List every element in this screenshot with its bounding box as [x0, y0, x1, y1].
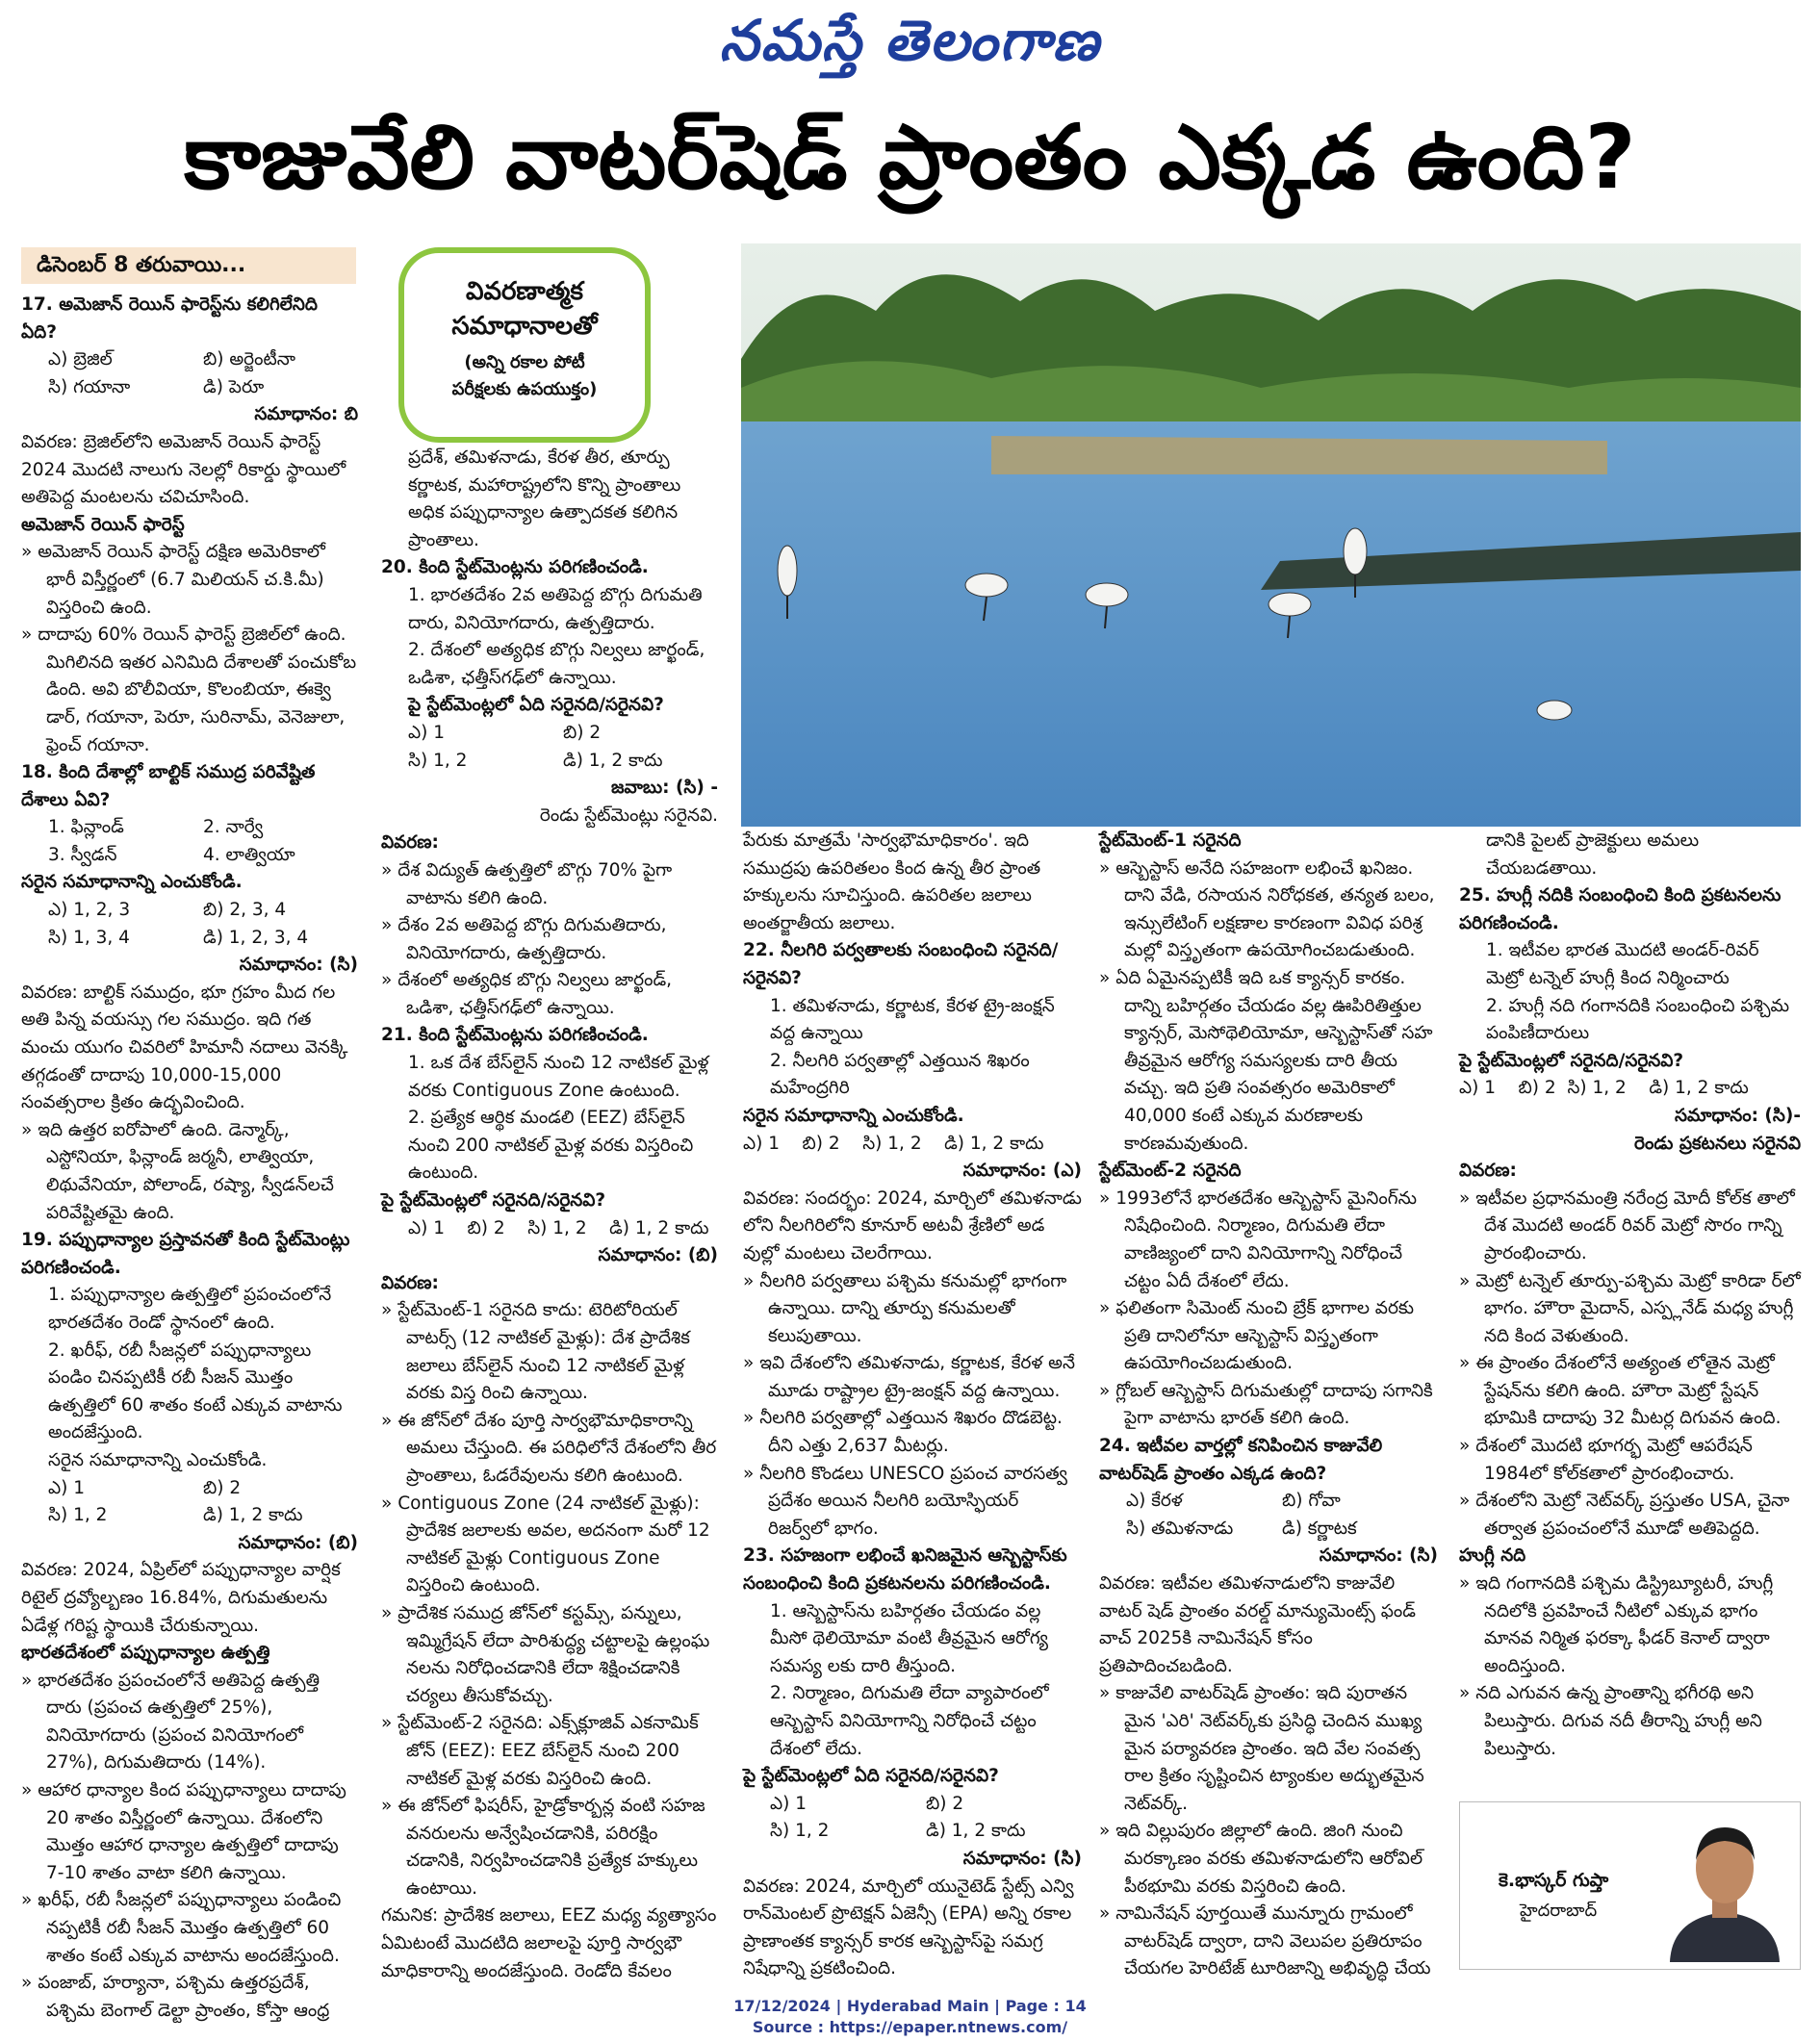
- answer: జవాబు: (సి) -: [610, 778, 718, 799]
- explanatory-answers-badge: [398, 247, 651, 443]
- explanation-heading: వివరణ:: [381, 832, 439, 854]
- options: ఎ) 1 బి) 2 సి) 1, 2 డి) 1, 2 కాదు: [408, 1217, 709, 1238]
- statement: 2. నీలగిరి పర్వతాల్లో ఎత్తయిన శిఖరం మహేంద్రగిరి: [770, 1050, 1030, 1099]
- continued-text: ప్రదేశ్, తమిళనాడు, కేరళ తీర, తూర్పు కర్ణాటక, మహారాష్ట్రలోని కొన్ని ప్రాంతాలు అధిక పప్పుధాన్యాల ఉత్పాదకత కలిగిన ప్రాంతాలు.: [408, 447, 681, 550]
- option: సి) గయానా: [48, 376, 131, 397]
- instruction: సరైన సమాధానాన్ని ఎంచుకోండి.: [21, 872, 243, 893]
- continued-text: పేరుకు మాత్రమే 'సార్వభౌమాధికారం'. ఇది సముద్రపు ఉపరితలం కింద ఉన్న తీర ప్రాంత హక్కులను సూచిస్తుంది. ఉపరితల జలాలు అంతర్జాతీయ జలాలు.: [743, 830, 1041, 933]
- question-24: 24. ఇటీవల వార్తల్లో కనిపించిన కాజువేలి వాటర్‌షెడ్ ప్రాంతం ఎక్కడ ఉంది?: [1099, 1436, 1383, 1484]
- bullet-point: » కాజువేలి వాటర్‌షెడ్ ప్రాంతం: ఇది పురాతన మైన 'ఎరి' నెట్‌వర్క్‌కు ప్రసిద్ధి చెందిన ముఖ్య మైన పర్యావరణ ప్రాంతం. ఇది వేల సంవత్స రాల క్రితం సృష్టించిన ట్యాంకుల అద్భుతమైన నెట్‌వర్క్.: [1099, 1683, 1424, 1814]
- option: బి) 2, 3, 4: [203, 900, 287, 921]
- option: డి) 1, 2 కాదు: [926, 1821, 1026, 1842]
- bullet-point: » ఖరీఫ్, రబీ సీజన్లలో పప్పుధాన్యాలు పండించి నప్పటికీ రబీ సీజన్ మొత్తం ఉత్పత్తిలో 60 శాతం కంటే ఎక్కువ వాటాను అందజేస్తుంది.: [21, 1890, 342, 1966]
- column-5: [1459, 828, 1801, 1795]
- option: డి) కర్ణాటక: [1282, 1518, 1357, 1539]
- option: బి) అర్జెంటీనా: [203, 349, 296, 370]
- column-2: [381, 445, 718, 1980]
- option: ఎ) 1: [48, 1477, 86, 1498]
- answer-note: రెండు ప్రకటనలు సరైనవి: [1633, 1133, 1801, 1154]
- option: సి) 1, 2: [48, 1505, 108, 1526]
- bullet-point: » ఫలితంగా సిమెంట్ నుంచి బ్రేక్ భాగాల వరకు ప్రతి దానిలోనూ ఆస్బెస్టాస్ విస్తృతంగా ఉపయోగించబడుతుంది.: [1099, 1298, 1414, 1374]
- question-20: 20. కింది స్టేట్‌మెంట్లను పరిగణించండి.: [381, 557, 649, 578]
- bullet-point: » దేశం 2వ అతిపెద్ద బొగ్గు దిగుమతిదారు, వినియోగదారు, ఉత్పత్తిదారు.: [381, 915, 667, 963]
- statement: 1. ఆస్బెస్టాస్‌ను బహిర్గతం చేయడం వల్ల మీసో థెలియోమా వంటి తీవ్రమైన ఆరోగ్య సమస్య లకు దారి తీస్తుంది.: [770, 1600, 1048, 1676]
- badge-title: వివరణాత్మక సమాధానాలతో: [451, 277, 598, 341]
- bullet-point: » నామినేషన్ పూర్తయితే మున్నూరు గ్రామంలో వాటర్‌షెడ్ ద్వారా, దాని వెలుపల ప్రతిరూపం చేయగల హెరిటేజ్ టూరిజాన్ని అభివృద్ధి చేయ: [1099, 1903, 1431, 1979]
- option: డి) 1, 2 కాదు: [203, 1505, 303, 1526]
- explanation: వివరణ: బాల్టిక్ సముద్రం, భూ గ్రహం మీద గల అతి పిన్న వయస్సు గల సముద్రం. ఇది గత మంచు యుగం చివరిలో హిమానీ నదాలు వెనక్కి తగ్గడంతో దాదాపు 10,000-15,000 సంవత్సరాల క్రితం ఉద్భవించింది.: [21, 982, 348, 1113]
- explanation: వివరణ: బ్రెజిల్‌లోని అమెజాన్ రెయిన్ ఫారెస్ట్ 2024 మొదటి నాలుగు నెలల్లో రికార్డు స్థాయిలో అతిపెద్ద మంటలను చవిచూసింది.: [21, 431, 346, 508]
- bullet-point: » ఈ ప్రాంతం దేశంలోనే అత్యంత లోతైన మెట్రో స్టేషన్‌ను కలిగి ఉంది. హౌరా మెట్రో స్టేషన్ భూమికి దాదాపు 32 మీటర్ల దిగువన ఉంది.: [1459, 1353, 1782, 1429]
- bullet-point: » దేశంలో మొదటి భూగర్భ మెట్రో ఆపరేషన్ 1984లో కోల్‌కతాలో ప్రారంభించారు.: [1459, 1436, 1753, 1484]
- note: గమనిక: ప్రాదేశిక జలాలు, EEZ మధ్య వ్యత్యాసం ఏమిటంటే మొదటిది జలాలపై పూర్తి సార్వభౌ మాధికారాన్ని అందజేస్తుంది. రెండోది కేవలం: [381, 1905, 717, 1981]
- option: ఎ) 1: [408, 722, 446, 743]
- explanation-heading: వివరణ:: [381, 1272, 439, 1293]
- statement: 2. హుగ్లీ నది గంగానదికి సంబంధించి పశ్చిమ పంపిణీదారులు: [1486, 995, 1790, 1044]
- option: డి) 1, 2, 3, 4: [203, 927, 309, 948]
- source-link[interactable]: Source : https://epaper.ntnews.com/: [752, 2018, 1068, 2036]
- statement: 1. ఒక దేశ బేస్‌లైన్ నుంచి 12 నాటికల్ మైళ్ల వరకు Contiguous Zone ఉంటుంది.: [408, 1053, 709, 1101]
- statement: 1. భారతదేశం 2వ అతిపెద్ద బొగ్గు దిగుమతి దారు, వినియోగదారు, ఉత్పత్తిదారు.: [408, 584, 703, 633]
- badge-subtitle: (అన్ని రకాల పోటీ పరీక్షలకు ఉపయుక్తం): [451, 352, 598, 399]
- bullet-point: » Contiguous Zone (24 నాటికల్ మైళ్లు): ప్రాదేశిక జలాలకు అవల, అదనంగా మరో 12 నాటికల్ మైళ్లు Contiguous Zone విస్తరించి ఉంటుంది.: [381, 1493, 710, 1596]
- lake-birds-photo: [741, 243, 1801, 827]
- page-headline: కాజువేలి వాటర్‌షెడ్ ప్రాంతం ఎక్కడ ఉంది?: [184, 106, 1636, 209]
- option: డి) 1, 2 కాదు: [563, 750, 663, 771]
- bullet-point: » ఇది ఉత్తర ఐరోపాలో ఉంది. డెన్మార్క్, ఎస్టోనియా, ఫిన్లాండ్ జర్మనీ, లాత్వియా, లిథువేనియా, పోలాండ్, రష్యా, స్వీడన్‌లచే పరివేష్టితమై ఉంది.: [21, 1119, 334, 1223]
- edition-info: 17/12/2024 | Hyderabad Main | Page : 14: [733, 1997, 1087, 2015]
- subheading: హుగ్లీ నది: [1459, 1545, 1526, 1567]
- topic-label: డిసెంబర్ 8 తరువాయి...: [21, 247, 356, 284]
- answer: సమాధానం: (ఎ): [962, 1161, 1082, 1182]
- option: ఎ) 1: [770, 1793, 807, 1814]
- explanation: వివరణ: 2024, మార్చిలో యునైటెడ్ స్టేట్స్ ఎన్వి రాన్‌మెంటల్ ప్రొటెక్షన్ ఏజెన్సీ (EPA) అన్ని రకాల ప్రాణాంతక క్యాన్సర్ కారక ఆస్బెస్టాస్‌పై సమగ్ర నిషేధాన్ని ప్రకటించింది.: [743, 1876, 1074, 1979]
- masthead-logo: నమస్తే తెలంగాణ: [719, 8, 1101, 73]
- bullet-point: » ఈ జోన్‌లో దేశం పూర్తి సార్వభౌమాధికారాన్ని అమలు చేస్తుంది. ఈ పరిధిలోనే దేశంలోని తీర ప్రాంతాలు, ఓడరేవులను కలిగి ఉంటుంది.: [381, 1410, 717, 1486]
- bullet-point: » పంజాబ్, హర్యానా, పశ్చిమ ఉత్తరప్రదేశ్, పశ్చిమ బెంగాల్ డెల్టా ప్రాంతం, కోస్తా ఆంధ్ర: [21, 1973, 330, 2021]
- author-box: [1459, 1801, 1801, 1970]
- column-4: [1099, 828, 1438, 1980]
- statement-heading: స్టేట్‌మెంట్-2 సరైనది: [1099, 1161, 1242, 1182]
- column-3: [743, 828, 1082, 1980]
- statement: 1. ఇటీవల భారత మొదటి అండర్-రివర్ మెట్రో టన్నెల్ హుగ్లీ కింద నిర్మించారు: [1486, 940, 1759, 988]
- bullet-point: » అమెజాన్ రెయిన్ ఫారెస్ట్ దక్షిణ అమెరికాలో భారీ విస్తీర్ణంలో (6.7 మిలియన్ చ.కి.మీ) విస్తరించి ఉంది.: [21, 542, 325, 618]
- answer: సమాధానం: (సి): [1319, 1545, 1438, 1567]
- option: ఎ) బ్రెజిల్: [48, 349, 113, 370]
- bullet-point: » నది ఎగువన ఉన్న ప్రాంతాన్ని భగీరథి అని పిలుస్తారు. దిగువ నదీ తీరాన్ని హుగ్లీ అని పిలుస్తారు.: [1459, 1683, 1762, 1759]
- bullet-point: » 1993లోనే భారతదేశం ఆస్బెస్టాస్ మైనింగ్‌ను నిషేధించింది. నిర్మాణం, దిగుమతి లేదా వాణిజ్యంలో దాని వినియోగాన్ని నిరోధించే చట్టం ఏదీ దేశంలో లేదు.: [1099, 1187, 1417, 1291]
- bullet-point: » దేశ విద్యుత్ ఉత్పత్తిలో బొగ్గు 70% పైగా వాటాను కలిగి ఉంది.: [381, 859, 673, 908]
- author-name: కె.భాస్కర్ గుప్తా: [1499, 1870, 1609, 1891]
- bullet-point: » ఏది ఏమైనప్పటికీ ఇది ఒక క్యాన్సర్ కారకం. దాన్ని బహిర్గతం చేయడం వల్ల ఊపిరితిత్తుల క్యాన్సర్, మెసోథెలియోమా, ఆస్బెస్టాస్‌తో సహ తీవ్రమైన ఆరోగ్య సమస్యలకు దారి తీయ వచ్చు. ఇది ప్రతి సంవత్సరం అమెరికాలో 40,000 కంటే ఎక్కువ మరణాలకు కారణమవుతుంది.: [1099, 967, 1433, 1154]
- statement-heading: స్టేట్‌మెంట్-1 సరైనది: [1099, 830, 1242, 851]
- bullet-point: » మెట్రో టన్నెల్ తూర్పు-పశ్చిమ మెట్రో కారిడా ర్‌లో భాగం. హౌరా మైదాన్, ఎస్ప్లనేడ్ మధ్య హుగ్లీ నది కింద వెళుతుంది.: [1459, 1270, 1801, 1346]
- option: సి) 1, 2: [408, 750, 468, 771]
- author-city: హైదరాబాద్: [1520, 1901, 1598, 1921]
- question-21: 21. కింది స్టేట్‌మెంట్లను పరిగణించండి.: [381, 1025, 649, 1046]
- option: బి) 2: [926, 1793, 964, 1814]
- explanation: వివరణ: ఇటీవల తమిళనాడులోని కాజువేలి వాటర్ షెడ్ ప్రాంతం వరల్డ్ మాన్యుమెంట్స్ ఫండ్ వాచ్ 2025కి నామినేషన్ కోసం ప్రతిపాదించబడింది.: [1099, 1573, 1416, 1676]
- author-photo: [1660, 1810, 1789, 1962]
- explanation: వివరణ: 2024, ఏప్రిల్‌లో పప్పుధాన్యాల వార్షిక రిటైల్ ద్రవ్యోల్బణం 16.84%, దిగుమతులను ఏడేళ్ల గరిష్ట స్థాయికి చేరుకున్నాయి.: [21, 1560, 341, 1636]
- option: ఎ) కేరళ: [1126, 1491, 1183, 1512]
- option: బి) 2: [563, 722, 602, 743]
- explanation-heading: వివరణ:: [1459, 1161, 1517, 1182]
- column-1: [21, 292, 358, 2021]
- bullet-point: » ఆహార ధాన్యాల కింద పప్పుధాన్యాలు దాదాపు 20 శాతం విస్తీర్ణంలో ఉన్నాయి. దేశంలోని మొత్తం ఆహార ధాన్యాల ఉత్పత్తిలో దాదాపు 7-10 శాతం వాటా కలిగి ఉన్నాయి.: [21, 1780, 346, 1883]
- subheading: భారతదేశంలో పప్పుధాన్యాల ఉత్పత్తి: [21, 1643, 270, 1664]
- option: 1. ఫిన్లాండ్: [48, 817, 124, 838]
- options: ఎ) 1 బి) 2 సి) 1, 2 డి) 1, 2 కాదు: [743, 1133, 1044, 1154]
- bullet-point: » భారతదేశం ప్రపంచంలోనే అతిపెద్ద ఉత్పత్తి దారు (ప్రపంచ ఉత్పత్తిలో 25%), వినియోగదారు (ప్రపంచ వినియోగంలో 27%), దిగుమతిదారు (14%).: [21, 1670, 320, 1774]
- question-17: 17. అమెజాన్ రెయిన్ ఫారెస్ట్‌ను కలిగిలేనిది ఏది?: [21, 294, 318, 343]
- bullet-point: » నీలగిరి కొండలు UNESCO ప్రపంచ వారసత్వ ప్రదేశం అయిన నీలగిరి బయోస్ఫియర్ రిజర్వ్‌లో భాగం.: [743, 1463, 1067, 1539]
- statement: 1. పప్పుధాన్యాల ఉత్పత్తిలో ప్రపంచంలోనే భారతదేశం రెండో స్థానంలో ఉంది.: [48, 1285, 332, 1333]
- question-22: 22. నీలగిరి పర్వతాలకు సంబంధించి సరైనది/సరైనవి?: [743, 940, 1059, 988]
- instruction: సరైన సమాధానాన్ని ఎంచుకోండి.: [48, 1449, 268, 1470]
- explanation: వివరణ: సందర్భం: 2024, మార్చిలో తమిళనాడు లోని నీలగిరిలోని కూనూర్ అటవీ శ్రేణిలో అడ వుల్లో మంటలు చెలరేగాయి.: [743, 1187, 1082, 1263]
- instruction: పై స్టేట్‌మెంట్లలో ఏది సరైనది/సరైనవి?: [743, 1766, 999, 1787]
- statement: 2. ఖరీఫ్, రబీ సీజన్లలో పప్పుధాన్యాలు పండిం చినప్పటికీ రబీ సీజన్ మొత్తం ఉత్పత్తిలో 60 శాతం కంటే ఎక్కువ వాటాను అందజేస్తుంది.: [48, 1340, 343, 1443]
- continued-text: డానికి పైలట్ ప్రాజెక్టులు అమలు చేయబడతాయి.: [1486, 830, 1700, 879]
- answer-note: రెండు స్టేట్‌మెంట్లు సరైనవి.: [539, 804, 718, 826]
- statement: 1. తమిళనాడు, కర్ణాటక, కేరళ ట్రై-జంక్షన్ వద్ద ఉన్నాయి: [770, 995, 1055, 1044]
- bullet-point: » గ్లోబల్ ఆస్బెస్టాస్ దిగుమతుల్లో దాదాపు సగానికి పైగా వాటాను భారత్ కలిగి ఉంది.: [1099, 1380, 1433, 1429]
- instruction: పై స్టేట్‌మెంట్లలో సరైనది/సరైనవి?: [381, 1190, 606, 1212]
- statement: 2. దేశంలో అత్యధిక బొగ్గు నిల్వలు జార్ఖండ్, ఒడిశా, ఛత్తీస్‌గఢ్‌లో ఉన్నాయి.: [408, 640, 705, 688]
- question-23: 23. సహజంగా లభించే ఖనిజమైన ఆస్బెస్టాస్‌కు సంబంధించి కింది ప్రకటనలను పరిగణించండి.: [743, 1545, 1067, 1595]
- option: సి) 1, 2: [770, 1821, 830, 1842]
- option: 3. స్వీడన్: [48, 844, 117, 865]
- bullet-point: » ఇది గంగానదికి పశ్చిమ డిస్ట్రిబ్యూటరీ, హుగ్లీ నదిలోకి ప్రవహించే నీటిలో ఎక్కువ భాగం మానవ నిర్మిత ఫరక్కా ఫీడర్ కెనాల్ ద్వారా అందిస్తుంది.: [1459, 1573, 1774, 1676]
- page-footer: [0, 1996, 1820, 2038]
- statement: 2. నిర్మాణం, దిగుమతి లేదా వ్యాపారంలో ఆస్బెస్టాస్ వినియోగాన్ని నిరోధించే చట్టం దేశంలో లేదు.: [770, 1683, 1049, 1759]
- answer: సమాధానం: (సి)-: [1675, 1105, 1801, 1126]
- option: బి) గోవా: [1282, 1491, 1341, 1512]
- instruction: పై స్టేట్‌మెంట్లలో ఏది సరైనది/సరైనవి?: [408, 695, 664, 716]
- instruction: సరైన సమాధానాన్ని ఎంచుకోండి.: [743, 1105, 964, 1126]
- option: బి) 2: [203, 1477, 242, 1498]
- answer: సమాధానం: (బి): [238, 1532, 358, 1553]
- answer: సమాధానం: బి: [254, 404, 358, 425]
- statement: 2. ప్రత్యేక ఆర్థిక మండలి (EEZ) బేస్‌లైన్ నుంచి 200 నాటికల్ మైళ్ల వరకు విస్తరించి ఉంటుంది.: [408, 1108, 694, 1184]
- bullet-point: » దాదాపు 60% రెయిన్ ఫారెస్ట్ బ్రెజిల్‌లో ఉంది. మిగిలినది ఇతర ఎనిమిది దేశాలతో పంచుకోబ డింది. అవి బొలీవియా, కొలంబియా, ఈక్వె డార్, గయానా, పెరూ, సురినామ్, వెనెజులా, ఫ్రెంచ్ గయానా.: [21, 625, 357, 755]
- statement-explanation: » స్టేట్‌మెంట్-1 సరైనది కాదు: టెరిటోరియల్ వాటర్స్ (12 నాటికల్ మైళ్లు): దేశ ప్రాదేశిక జలాలు బేస్‌లైన్ నుంచి 12 నాటికల్ మైళ్ల వరకు విస్త రించి ఉన్నాయి.: [381, 1300, 690, 1404]
- bullet-point: » ఇవి దేశంలోని తమిళనాడు, కర్ణాటక, కేరళ అనే మూడు రాష్ట్రాల ట్రై-జంక్షన్ వద్ద ఉన్నాయి.: [743, 1353, 1075, 1401]
- question-18: 18. కింది దేశాల్లో బాల్టిక్ సముద్ర పరివేష్టిత దేశాలు ఏవి?: [21, 762, 316, 810]
- option: 4. లాత్వియా: [203, 844, 295, 865]
- bullet-point: » ప్రాదేశిక సముద్ర జోన్‌లో కస్టమ్స్, పన్నులు, ఇమ్మిగ్రేషన్ లేదా పారిశుద్ధ్య చట్టాలపై ఉల్లంఘ నలను నిరోధించడానికి లేదా శిక్షించడానికి చర్యలు తీసుకోవచ్చు.: [381, 1602, 710, 1706]
- option: ఎ) 1, 2, 3: [48, 900, 131, 921]
- answer: సమాధానం: (సి): [962, 1848, 1082, 1869]
- question-25: 25. హుగ్లీ నదికి సంబంధించి కింది ప్రకటనలను పరిగణించండి.: [1459, 885, 1782, 933]
- bullet-point: » ఈ జోన్‌లో ఫిషరీస్, హైడ్రోకార్బన్ల వంటి సహజ వనరులను అన్వేషించడానికి, పరిరక్షిం చడానికి, నిర్వహించడానికి ప్రత్యేక హక్కులు ఉంటాయి.: [381, 1796, 705, 1899]
- options: ఎ) 1 బి) 2 సి) 1, 2 డి) 1, 2 కాదు: [1459, 1078, 1749, 1099]
- instruction: పై స్టేట్‌మెంట్లలో సరైనది/సరైనవి?: [1459, 1050, 1684, 1071]
- answer: సమాధానం: (సి): [239, 955, 358, 976]
- option: సి) 1, 3, 4: [48, 927, 130, 948]
- bullet-point: » ఇటీవల ప్రధానమంత్రి నరేంద్ర మోదీ కోల్‌క తాలో దేశ మొదటి అండర్ రివర్ మెట్రో సొరం గాన్ని ప్రారంభించారు.: [1459, 1187, 1795, 1263]
- bullet-point: » ఇది విల్లుపురం జిల్లాలో ఉంది. జింగి నుంచి మరక్కాణం వరకు తమిళనాడులోని ఆరోవిల్ పీఠభూమి వరకు విస్తరించి ఉంది.: [1099, 1821, 1423, 1897]
- option: 2. నార్వే: [203, 817, 264, 838]
- bullet-point: » దేశంలోని మెట్రో నెట్‌వర్క్ ప్రస్తుతం USA, చైనా తర్వాత ప్రపంచంలోనే మూడో అతిపెద్దది.: [1459, 1491, 1790, 1539]
- bullet-point: » నీలగిరి పర్వతాల్లో ఎత్తయిన శిఖరం దొడబెట్ట. దీని ఎత్తు 2,637 మీటర్లు.: [743, 1408, 1063, 1457]
- bullet-point: » నీలగిరి పర్వతాలు పశ్చిమ కనుమల్లో భాగంగా ఉన్నాయి. దాన్ని తూర్పు కనుమలతో కలుపుతాయి.: [743, 1270, 1067, 1346]
- question-19: 19. పప్పుధాన్యాల ప్రస్తావనతో కింది స్టేట్‌మెంట్లు పరిగణించండి.: [21, 1230, 350, 1278]
- statement-explanation: » స్టేట్‌మెంట్-2 సరైనది: ఎక్స్‌క్లూజివ్ ఎకనామిక్ జోన్ (EEZ): EEZ బేస్‌లైన్ నుంచి 200 నాటికల్ మైళ్ల వరకు విస్తరించి ఉంది.: [381, 1713, 699, 1789]
- answer: సమాధానం: (బి): [598, 1245, 718, 1266]
- bullet-point: » ఆస్బెస్టాస్ అనేది సహజంగా లభించే ఖనిజం. దాని వేడి, రసాయన నిరోధకత, తన్యత బలం, ఇన్సులేటింగ్ లక్షణాల కారణంగా వివిధ పరిశ్ర మల్లో విస్తృతంగా ఉపయోగించబడుతుంది.: [1099, 857, 1435, 961]
- subheading: అమెజాన్ రెయిన్ ఫారెస్ట్: [21, 514, 185, 535]
- option: డి) పెరూ: [203, 376, 265, 397]
- option: సి) తమిళనాడు: [1126, 1518, 1234, 1539]
- bullet-point: » దేశంలో అత్యధిక బొగ్గు నిల్వలు జార్ఖండ్, ఒడిశా, ఛత్తీస్‌గఢ్‌లో ఉన్నాయి.: [381, 970, 673, 1018]
